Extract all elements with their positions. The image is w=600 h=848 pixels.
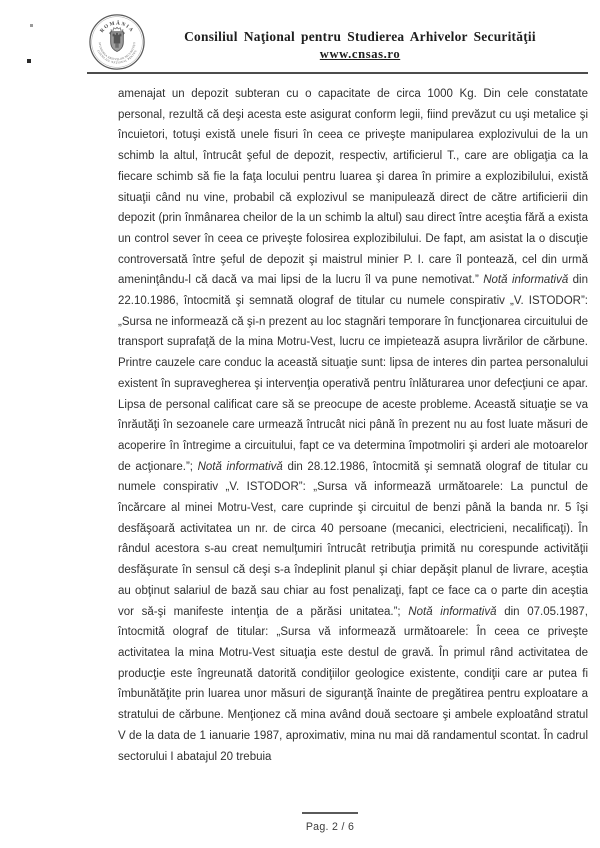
body-text-segment: amenajat un depozit subteran cu o capacitate de circa 1000 Kg. Din cele constatate personal, rezultă că deşi acesta este asigurat conform legii, fiind prevăzut cu uşi metalice şi încuietori, totuşi există unele fisuri în ceea ce priveşte manipularea explozivului de la un schimb la altul, întrucât şeful de depozit, respectiv, artificierul T., care are obligaţia ca la fiecare schimb să fie la faţa locului pentru luarea şi darea în primire a explozibilului, există situaţii când nu vine, probabil că explozivul se manipulează direct de către artificierii din depozit (prin înmânarea cheilor de la un schimb la altul) sau direct între aceştia fără a exista un control sever în ceea ce priveşte folosirea explozibilului. De fapt, am asistat la o discuţie controversată între şeful de depozit şi maistrul minier P. I. care îl pontează, cel din urmă ameninţându-l că dacă va mai lipsi de la lucru îl va pune nemotivat.” — [118, 88, 588, 287]
org-title: Consiliul Naţional pentru Studierea Arhivelor Securităţii — [184, 29, 536, 44]
footer-divider — [302, 812, 358, 814]
scan-mark-bottom — [27, 59, 31, 63]
footer — [230, 812, 430, 833]
seal-ring-text-outer: CONSILIUL NAŢIONAL PENTRU — [96, 49, 138, 65]
header-divider — [87, 72, 588, 74]
body-text-segment: din 07.05.1987, întocmită olograf de titular: „Sursa vă informează următoarele: În ceea ce priveşte activitatea la mina Motru-Vest situaţia este destul de gravă. În primul rând activitatea de producţie este îngreunată datorită condiţiilor geologice existente, condiţii care ar putea fi îmbunătăţite prin luarea unor măsuri de siguranţă înainte de pregătirea pentru exploatare a stratului de cărbune. Menţionez că mina având două sectoare şi ambele exploatând stratul V de la data de 1 ianuarie 1987, aproximativ, mina nu mai dă randamentul scontat. În cadrul sectorului I abatajul 20 trebuia — [118, 605, 588, 763]
seal-country-text: ROMÂNIA — [99, 20, 135, 34]
body-text-segment: din 22.10.1986, întocmită şi semnată olograf de titular cu numele conspirativ „V. ISTODOR”: „Sursa ne informează că şi-n prezent au loc stagnări temporare în funcţionarea circuitului de transport suprafaţă de la mina Motru-Vest, lucru ce impietează asupra livrărilor de cărbune. Printre cauzele care conduc la această situaţie sunt: lipsa de interes din partea personalului existent în supravegherea şi intervenţia operativă pentru înlăturarea unor defecţiuni ce apar. Lipsa de personal calificat care să se preocupe de aceste probleme. Această situaţie se va înrăutăţi în sezoanele care urmează întrucât nici până în prezent nu au fost luate măsuri de acoperire în întregime a circuitului, fapt ce va determina împotmoliri şi arderi ale motoarelor de acţionare.”; — [118, 274, 589, 473]
body-text-segment-italic: Notă informativă — [197, 460, 283, 473]
coat-of-arms-icon — [109, 27, 124, 51]
scan-mark-top — [30, 24, 33, 27]
body-text-segment: din 28.12.1986, întocmită şi semnată olograf de titular cu numele conspirativ „V. ISTODOR”: „Sursa vă informează următoarele: La punctul de încărcare al minei Motru-Vest, care cuprinde şi circuitul de benzi până la banda nr. 5 îşi desfăşoară activitatea un nr. de circa 40 persoane (mecanici, electricieni, necalificaţi). În rândul acestora s-au creat nemulţumiri întrucât retribuţia primită nu corespunde activităţii desfăşurate în sensul că deşi s-a îndeplinit planul şi chiar depăşit planul de livrare, aceştia au obţinut salariul de bază sau chiar au fost penalizaţi, fapt ce face ca o parte din aceştia vor să-şi manifeste intenţia de a părăsi unitatea.”; — [118, 460, 588, 618]
body-text-segment-italic: Notă informativă — [483, 274, 569, 287]
body-text — [118, 84, 588, 767]
header — [130, 28, 590, 63]
page-number: Pag. 2 / 6 — [305, 820, 355, 833]
org-website-link[interactable]: www.cnsas.ro — [319, 47, 401, 61]
seal-ring-text-inner: STUDIEREA ARHIVELOR SECURITĂŢII — [97, 42, 137, 62]
body-text-segment-italic: Notă informativă — [408, 605, 497, 618]
